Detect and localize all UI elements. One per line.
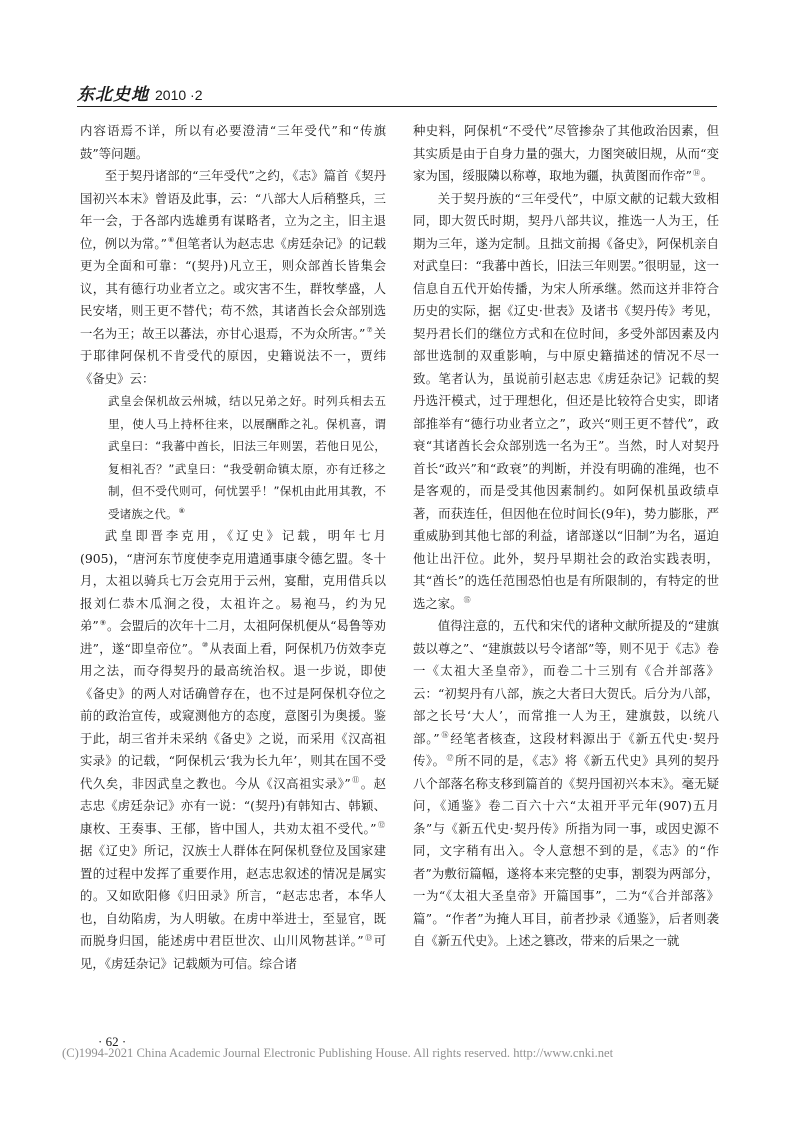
text-run: 可见，《虏廷杂记》记载颇为可信。综合诸 [80, 933, 387, 971]
footnote-marker: ⑩ [201, 641, 209, 650]
footnote-marker: ⑧ [178, 506, 185, 515]
footnote-marker: ⑫ [377, 821, 385, 830]
text-run: 。 [700, 168, 714, 183]
text-run: 但笔者认为赵志忠《虏廷杂记》的记载更为全面和可靠：“(契丹)凡立王，则众部酋长皆集会议，其有德行功业者立之。或灾害不生，群牧孳盛，人民安堵，则王更不替代；苟不然，其诸酋长会众部别选一名为王；故王以蕃法，亦甘心退焉，不为众所害。” [80, 235, 387, 341]
paragraph [413, 615, 719, 953]
paragraph [413, 120, 719, 188]
text-run: 所不同的是，《志》将《新五代史》具列的契丹八个部落名称支移到篇首的《契丹国初兴本末》。毫无疑问，《通鉴》卷二百六十六“太祖开平元年(907)五月条”与《新五代史·契丹传》所指为同一事，或因史源不同，文字稍有出入。令人意想不到的是，《志》的“作者”为敷衍篇幅，遂将本来完整的史事，割裂为两部分，一为“《太祖大圣皇帝》开篇国事”，二为“《合并部落》篇”。“作者”为掩人耳目，前者抄录《通鉴》，后者则袭自《新五代史》。上述之篡改，带来的后果之一就 [413, 753, 719, 948]
header-rule [77, 106, 717, 107]
text-run: 值得注意的，五代和宋代的诸种文献所提及的“建旗鼓以尊之”、“建旗鼓以号令诸部”等，则不见于《志》卷一《太祖大圣皇帝》，而卷二十三别有《合并部落》云：“初契丹有八部，族之大者曰大贺氏。后分为八部，部之长号‘大人’，而常推一人为王，建旗鼓，以统八部。” [413, 618, 719, 746]
text-run: 至于契丹诸部的“三年受代”之约，《志》篇首《契丹国初兴本末》曾语及此事，云：“八部大人后稍整兵，三年一会，于各部内选雄勇有谋略者，立为之主，旧主退位，例以为常。” [80, 168, 386, 251]
text-run: 从表面上看，阿保机乃仿效李克用之法，而夺得契丹的最高统治权。退一步说，即使《备史》的两人对话确曾存在，也不过是阿保机夺位之前的政治宣传，或窥测他方的态度，意图引为奥援。鉴于此，胡三省并未采纳《备史》之说，而采用《汉高祖实录》的记载，“阿保机云‘我为长九年’，则其在国不受代久矣，非因武皇之教也。今从《汉高祖实录》” [80, 640, 387, 791]
running-header [77, 80, 202, 104]
right-text-column [413, 120, 719, 953]
block-quote [108, 390, 386, 525]
footnote-marker: ⑪ [351, 776, 360, 785]
text-run: 内容语焉不详，所以有必要澄清“三年受代”和“传旗鼓”等问题。 [80, 123, 386, 161]
paragraph [80, 165, 386, 390]
footnote-marker: ⑮ [463, 596, 471, 605]
text-run: 经笔者核查，这段材料源出于《新五代史·契丹传》。 [413, 730, 719, 768]
journal-name: 东北史地 [77, 85, 149, 105]
page-number: · 62 · [98, 1034, 127, 1049]
footnote-marker: ⑬ [364, 933, 373, 942]
text-run: 武皇会保机故云州城，结以兄弟之好。时列兵相去五里，使人马上持杯往来，以展酬酢之礼。保机喜，谓武皇曰：“我蕃中酋长，旧法三年则罢，若他日见公，复相礼否？”武皇曰：“我受朝命镇太原，亦有迁移之制，但不受代则可，何忧罢乎！”保机由此用其教，不受诸族之代。 [108, 394, 386, 521]
footnote-marker: ⑥ [167, 236, 175, 245]
text-run: 据《辽史》所记，汉族士人群体在阿保机登位及国家建置的过程中发挥了重要作用，赵志忠叙述的情况是属实的。又如欧阳修《归田录》所言，“赵志忠者，本华人也，自幼陷虏，为人明敏。在虏中举进士，至显官，既而脱身归国，能述虏中君臣世次、山川风物甚详。” [80, 843, 386, 948]
text-run: 关于契丹族的“三年受代”，中原文献的记载大致相同，即大贺氏时期，契丹八部共议，推选一人为王，任期为三年，遂为定制。且拙文前揭《备史》，阿保机亲自对武皇曰：“我蕃中酋长，旧法三年则罢。”很明显，这一信息自五代开始传播，为宋人所承继。然而这并非符合历史的实际，据《辽史·世表》及诸书《契丹传》考见，契丹君长们的继位方式和在位时间，多受外部因素及内部世选制的双重影响，与中原史籍描述的情况不尽一致。笔者认为，虽说前引赵志忠《虏廷杂记》记载的契丹选汗模式，过于理想化，但还是比较符合史实，即诸部推举有“德行功业者立之”，政兴“则王更不替代”，政衰“其诸酋长会众部别选一名为王”。当然，时人对契丹首长“政兴”和“政衰”的判断，并没有明确的准绳，也不是客观的，而是受其他因素制约。如阿保机虽政绩卓著，而获连任，但因他在位时间长(9年)，势力膨胀，严重威胁到其他七部的利益，诸部遂以“旧制”为名，逼迫他让出汗位。此外，契丹早期社会的政治实践表明，其“酋长”的选任范围恐怕也是有所限制的，有特定的世选之家。 [413, 190, 719, 611]
footnote-marker: ⑨ [99, 618, 107, 627]
text-run: 种史料，阿保机“不受代”尽管掺杂了其他政治因素，但其实质是由于自身力量的强大，力图突破旧规，从而“变家为国，绥服隣以称尊，取地为疆，执黄图而作帝” [413, 123, 719, 183]
text-run: 武皇即晋李克用，《辽史》记载，明年七月(905)，“唐河东节度使李克用遣通事康令德乞盟。冬十月，太祖以骑兵七万会克用于云州，宴酣，克用借兵以报刘仁恭木瓜涧之役，太祖许之。易袍马，约为兄弟” [80, 528, 386, 633]
footnote-marker: ⑰ [446, 753, 454, 762]
copyright-notice: (C)1994-2021 China Academic Journal Electronic Publishing House. All rights reserved. http://www.cnki.net [62, 1046, 614, 1060]
footnote-marker: ⑭ [692, 168, 700, 177]
issue-number: 2010 ·2 [155, 87, 203, 103]
text-run: 。赵志忠《虏廷杂记》亦有一说：“(契丹)有韩知古、韩颖、康枚、王奏事、王郁，皆中国人，共劝太祖不受代。” [80, 775, 387, 836]
paragraph [80, 120, 386, 165]
text-run: 。会盟后的次年十二月，太祖阿保机便从“曷鲁等劝进”，遂“即皇帝位”。 [80, 618, 386, 656]
footnote-marker: ⑯ [440, 731, 450, 740]
footnote-marker: ⑦ [366, 326, 373, 335]
paragraph [80, 525, 386, 975]
paragraph [413, 188, 719, 616]
text-run: 关于耶律阿保机不肯受代的原因，史籍说法不一，贾纬《备史》云： [80, 325, 386, 386]
left-text-column [80, 120, 386, 975]
